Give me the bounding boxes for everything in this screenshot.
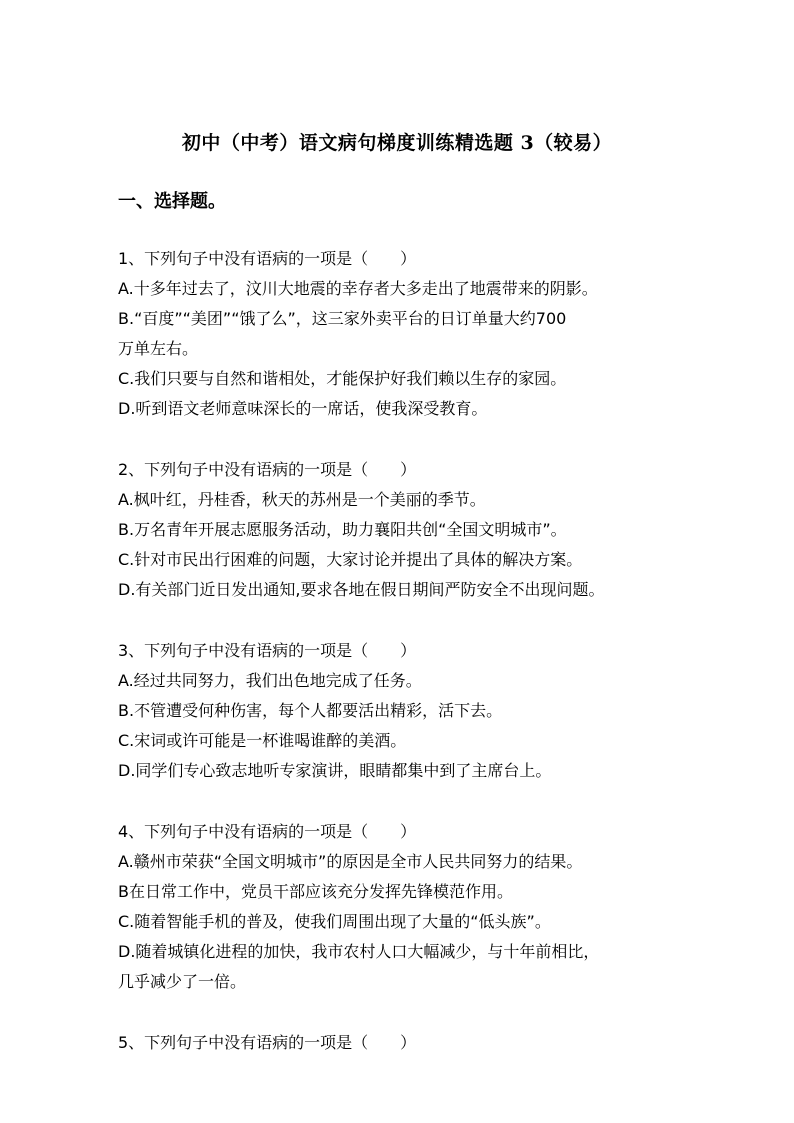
question-stem: 2、下列句子中没有语病的一项是（ ） bbox=[118, 460, 417, 479]
question-stem: 5、下列句子中没有语病的一项是（ ） bbox=[118, 1033, 417, 1052]
option-d: D.随着城镇化进程的加快，我市农村人口大幅减少，与十年前相比， bbox=[118, 942, 600, 961]
question-list bbox=[118, 244, 698, 1089]
option-c: C.针对市民出行困难的问题，大家讨论并提出了具体的解决方案。 bbox=[118, 550, 583, 569]
question-1 bbox=[118, 244, 698, 424]
option-a: A.枫叶红，丹桂香，秋天的苏州是一个美丽的季节。 bbox=[118, 490, 486, 509]
question-5 bbox=[118, 1028, 698, 1058]
question-stem: 4、下列句子中没有语病的一项是（ ） bbox=[118, 822, 417, 841]
option-a: A.赣州市荣获“全国文明城市”的原因是全市人民共同努力的结果。 bbox=[118, 852, 583, 871]
question-3 bbox=[118, 636, 698, 786]
option-b: B.万名青年开展志愿服务活动，助力襄阳共创“全国文明城市”。 bbox=[118, 520, 567, 539]
question-2 bbox=[118, 455, 698, 605]
option-c: C.我们只要与自然和谐相处，才能保护好我们赖以生存的家园。 bbox=[118, 369, 567, 388]
option-b-continued: 万单左右。 bbox=[118, 339, 199, 358]
section-heading: 一、选择题。 bbox=[118, 191, 226, 212]
question-stem: 1、下列句子中没有语病的一项是（ ） bbox=[118, 249, 417, 268]
question-stem: 3、下列句子中没有语病的一项是（ ） bbox=[118, 641, 417, 660]
option-a: A.经过共同努力，我们出色地完成了任务。 bbox=[118, 671, 422, 690]
option-d-continued: 几乎减少了一倍。 bbox=[118, 972, 247, 991]
option-d: D.听到语文老师意味深长的一席话，使我深受教育。 bbox=[118, 399, 488, 418]
option-a: A.十多年过去了，汶川大地震的幸存者大多走出了地震带来的阴影。 bbox=[118, 279, 598, 298]
question-4 bbox=[118, 817, 698, 997]
option-c: C.随着智能手机的普及，使我们周围出现了大量的“低头族”。 bbox=[118, 912, 551, 931]
option-b: B在日常工作中，党员干部应该充分发挥先锋模范作用。 bbox=[118, 882, 513, 901]
document-title: 初中（中考）语文病句梯度训练精选题 3（较易） bbox=[181, 132, 613, 154]
option-c: C.宋词或许可能是一杯谁喝谁醉的美酒。 bbox=[118, 731, 407, 750]
option-b: B.“百度”“美团”“饿了么”，这三家外卖平台的日订单量大约700 bbox=[118, 309, 567, 328]
option-d: D.同学们专心致志地听专家演讲，眼睛都集中到了主席台上。 bbox=[118, 761, 552, 780]
option-b: B.不管遭受何种伤害，每个人都要活出精彩，活下去。 bbox=[118, 701, 503, 720]
option-d: D.有关部门近日发出通知,要求各地在假日期间严防安全不出现问题。 bbox=[118, 580, 605, 599]
